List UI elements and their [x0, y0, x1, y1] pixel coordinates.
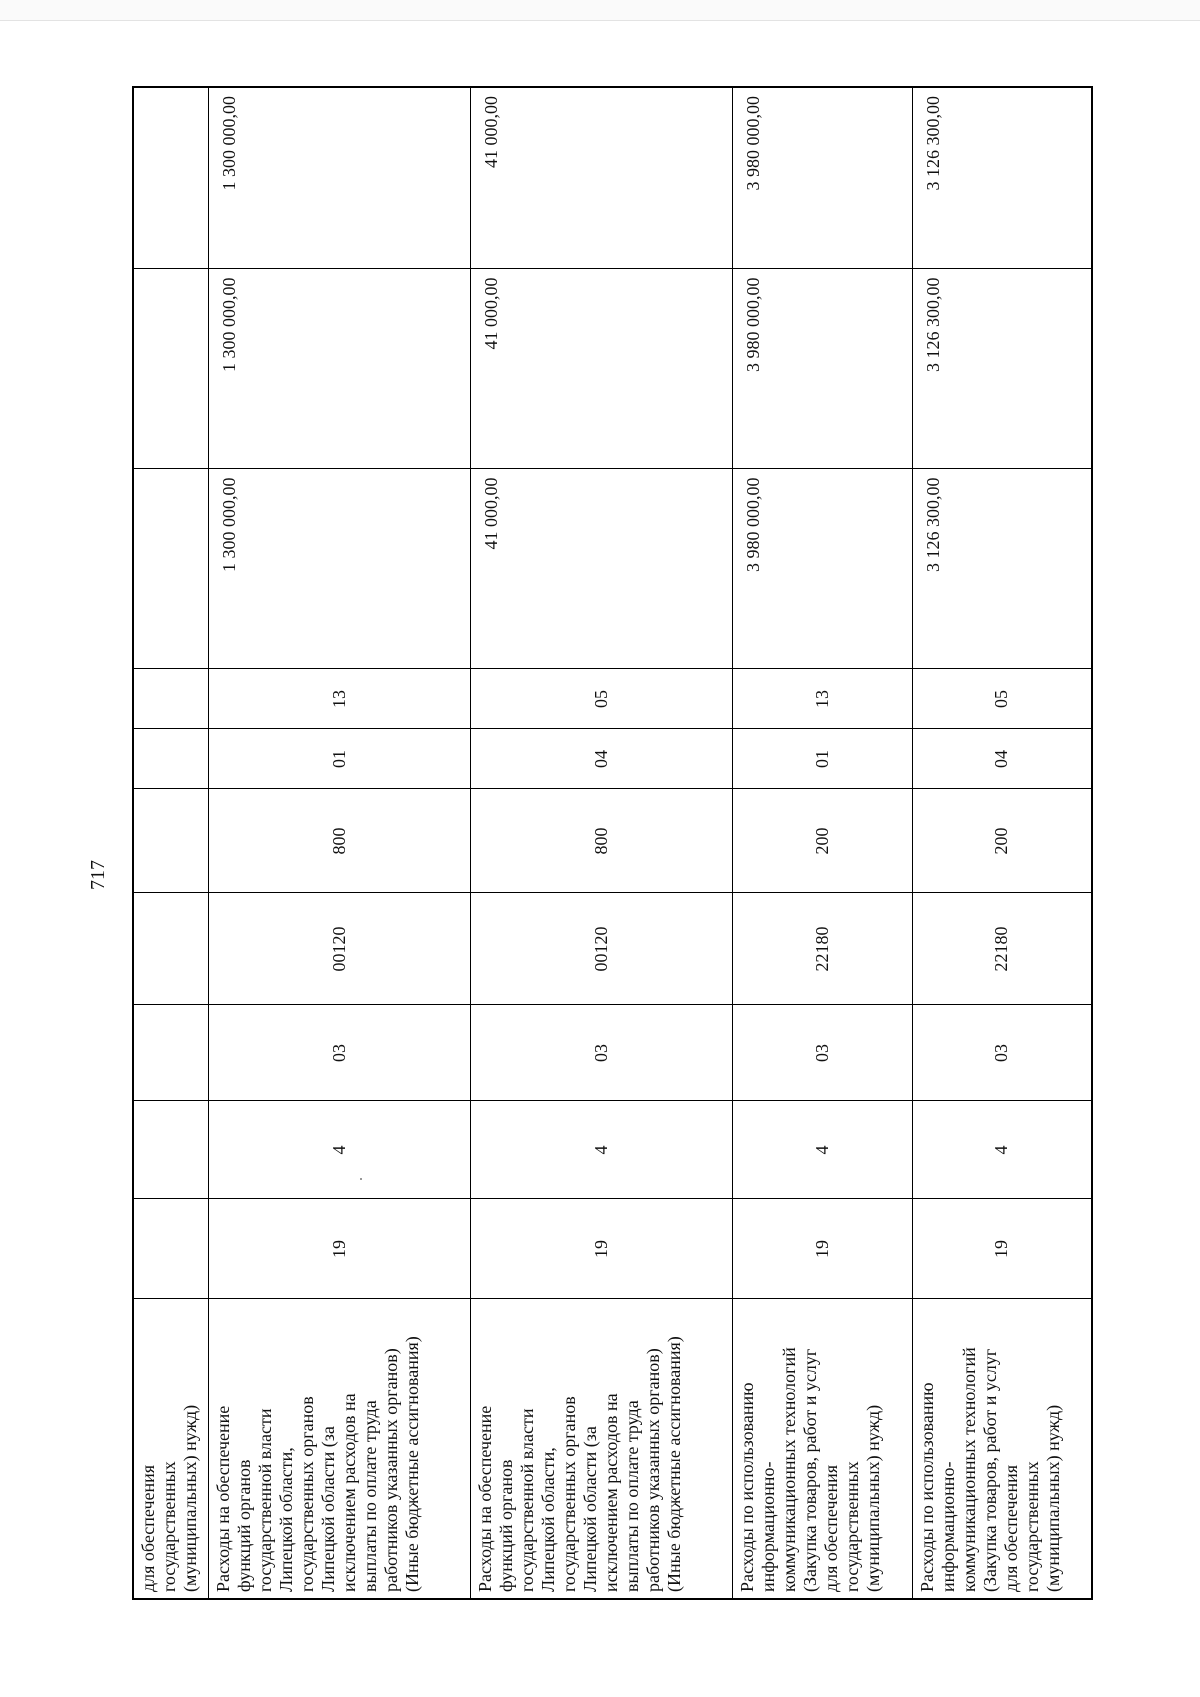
cell-admin: 19	[470, 1199, 732, 1299]
cell-amount-2: 41 000,00	[470, 269, 732, 469]
cell-amount-1	[133, 469, 208, 669]
row-description: Расходы на обеспечение функций органов государственной власти Липецкой области, государственных органов Липецкой области (за исключением расходов на выплаты по оплате труда работников указанных органов) (Иные бюджетные ассигнования)	[208, 1299, 470, 1599]
cell-program: 4	[208, 1101, 470, 1199]
cell-admin: 19	[912, 1199, 1092, 1299]
cell-subprogram: 03	[208, 1005, 470, 1101]
cell-admin: 19	[208, 1199, 470, 1299]
cell-amount-2: 3 126 300,00	[912, 269, 1092, 469]
cell-amount-2	[133, 269, 208, 469]
row-description: Расходы на обеспечение функций органов государственной власти Липецкой области, государственных органов Липецкой области (за исключением расходов на выплаты по оплате труда работников указанных органов) (Иные бюджетные ассигнования)	[470, 1299, 732, 1599]
row-description: Расходы по использованию информационно- коммуникационных технологий (Закупка товаров, работ и услуг для обеспечения государственных (муниципальных) нужд)	[732, 1299, 912, 1599]
table-row	[912, 87, 1092, 1599]
cell-expense-type: 800	[470, 789, 732, 893]
cell-subprogram: 03	[912, 1005, 1092, 1101]
cell-section: 04	[912, 729, 1092, 789]
row-description: Расходы по использованию информационно- коммуникационных технологий (Закупка товаров, работ и услуг для обеспечения государственных (муниципальных) нужд)	[912, 1299, 1092, 1599]
table-row	[470, 87, 732, 1599]
cell-expense-type: 200	[912, 789, 1092, 893]
cell-amount-1: 3 126 300,00	[912, 469, 1092, 669]
table-row	[732, 87, 912, 1599]
row-description: для обеспечения государственных (муниципальных) нужд)	[133, 1299, 208, 1599]
budget-table	[132, 86, 1093, 1600]
cell-section: 04	[470, 729, 732, 789]
cell-amount-3: 1 300 000,00	[208, 87, 470, 269]
scan-edge	[0, 0, 1200, 21]
cell-subprogram: 03	[470, 1005, 732, 1101]
cell-admin: 19	[732, 1199, 912, 1299]
cell-program: 4	[912, 1101, 1092, 1199]
cell-expense-type: 800	[208, 789, 470, 893]
cell-expense-type	[133, 789, 208, 893]
cell-amount-2: 1 300 000,00	[208, 269, 470, 469]
cell-section	[133, 729, 208, 789]
rotated-table-wrapper	[132, 88, 1092, 1600]
cell-expense-type: 200	[732, 789, 912, 893]
cell-direction: 00120	[470, 893, 732, 1005]
cell-subsection	[133, 669, 208, 729]
page-number: 717	[87, 860, 109, 890]
cell-section: 01	[208, 729, 470, 789]
cell-amount-3: 41 000,00	[470, 87, 732, 269]
cell-subsection: 05	[470, 669, 732, 729]
cell-program	[133, 1101, 208, 1199]
cell-amount-1: 1 300 000,00	[208, 469, 470, 669]
cell-amount-3: 3 126 300,00	[912, 87, 1092, 269]
cell-direction: 22180	[912, 893, 1092, 1005]
cell-program: 4	[732, 1101, 912, 1199]
table-row	[208, 87, 470, 1599]
cell-amount-3	[133, 87, 208, 269]
cell-subsection: 13	[208, 669, 470, 729]
table-row	[133, 87, 208, 1599]
cell-amount-1: 3 980 000,00	[732, 469, 912, 669]
cell-section: 01	[732, 729, 912, 789]
cell-subprogram: 03	[732, 1005, 912, 1101]
cell-amount-2: 3 980 000,00	[732, 269, 912, 469]
cell-subprogram	[133, 1005, 208, 1101]
cell-direction: 22180	[732, 893, 912, 1005]
cell-program: 4	[470, 1101, 732, 1199]
cell-amount-3: 3 980 000,00	[732, 87, 912, 269]
cell-subsection: 13	[732, 669, 912, 729]
cell-admin	[133, 1199, 208, 1299]
cell-direction	[133, 893, 208, 1005]
cell-subsection: 05	[912, 669, 1092, 729]
cell-direction: 00120	[208, 893, 470, 1005]
cell-amount-1: 41 000,00	[470, 469, 732, 669]
